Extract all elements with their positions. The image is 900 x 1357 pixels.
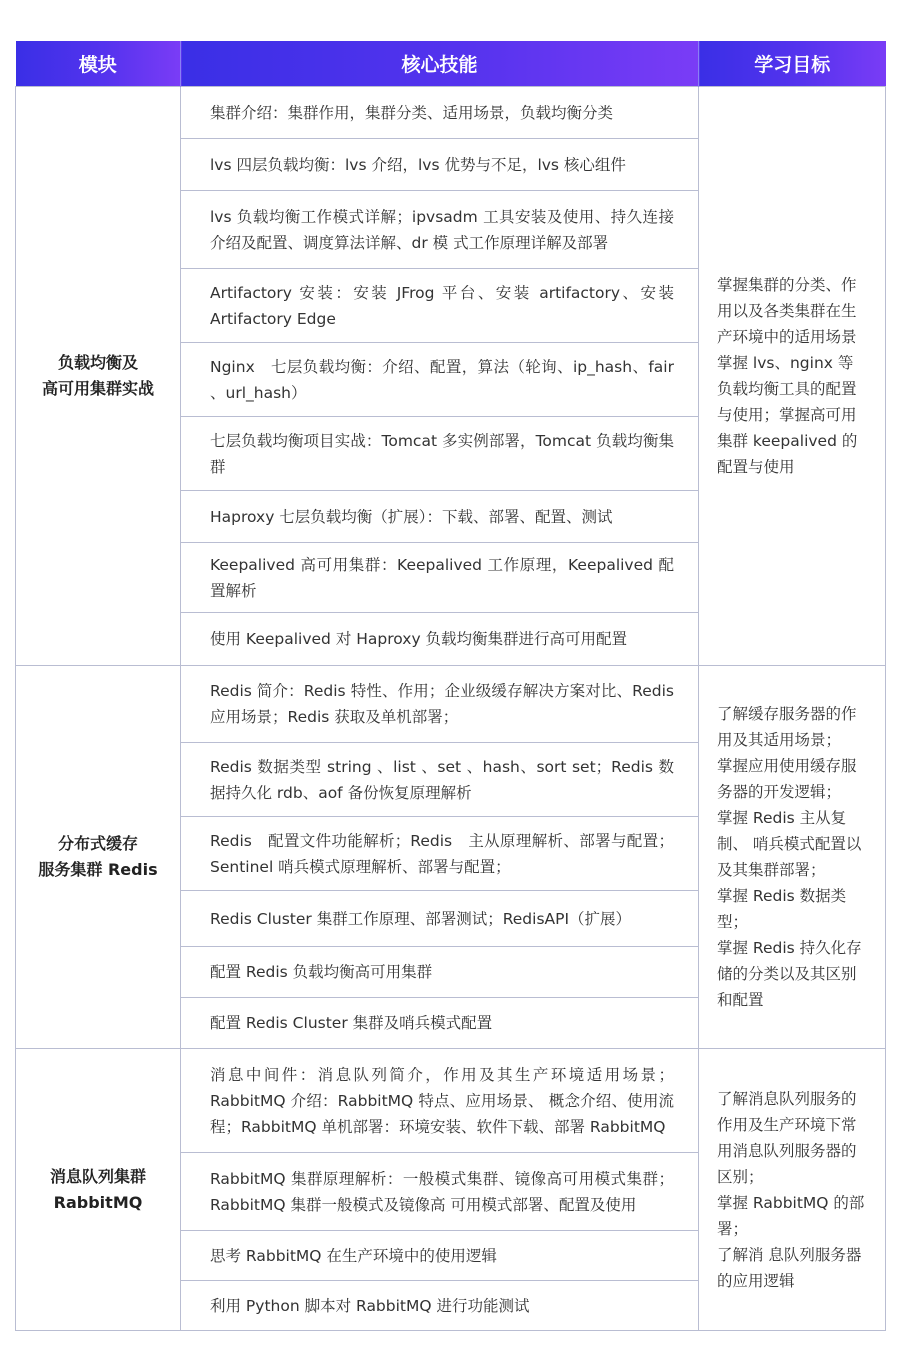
skill-cell: 集群介绍：集群作用，集群分类、适用场景，负载均衡分类 <box>181 87 699 139</box>
goal-text: 掌握 RabbitMQ 的部署； <box>717 1193 865 1238</box>
goal-text: 了解消 息队列服务器的应用逻辑 <box>717 1245 862 1290</box>
module-title-line: 服务集群 Redis <box>38 860 158 879</box>
skill-cell: RabbitMQ 集群原理解析：一般模式集群、镜像高可用模式集群；RabbitMQ 集群一般模式及镜像高 可用模式部署、配置及使用 <box>181 1153 699 1231</box>
header-module: 模块 <box>16 41 181 87</box>
goal-cell-redis <box>699 666 886 1049</box>
goal-text: 掌握应用使用缓存服务器的开发逻辑； <box>717 757 857 801</box>
skill-cell: 配置 Redis Cluster 集群及哨兵模式配置 <box>181 998 699 1049</box>
module-title-line: RabbitMQ <box>53 1192 143 1212</box>
curriculum-table-wrapper <box>15 41 885 1331</box>
table-row <box>16 666 886 743</box>
skill-cell: lvs 四层负载均衡：lvs 介绍，lvs 优势与不足，lvs 核心组件 <box>181 139 699 191</box>
goal-cell-load-balancing <box>699 87 886 666</box>
module-title-line: 高可用集群实战 <box>41 379 154 398</box>
module-title-line: 负载均衡及 <box>57 353 138 372</box>
skill-cell: 配置 Redis 负载均衡高可用集群 <box>181 947 699 998</box>
goal-cell-rabbitmq <box>699 1049 886 1331</box>
skill-cell: Haproxy 七层负载均衡（扩展）：下载、部署、配置、测试 <box>181 491 699 543</box>
skill-cell: 消息中间件：消息队列简介，作用及其生产环境适用场景；RabbitMQ 介绍：RabbitMQ 特点、应用场景、 概念介绍、使用流程；RabbitMQ 单机部署：环境安装、软件下载、部署 RabbitMQ <box>181 1049 699 1153</box>
skill-cell: Artifactory 安装：安装 JFrog 平台、安装 artifactory、安装 Artifactory Edge <box>181 269 699 343</box>
skill-cell: 使用 Keepalived 对 Haproxy 负载均衡集群进行高可用配置 <box>181 613 699 666</box>
header-skills: 核心技能 <box>181 41 699 87</box>
goal-text: 掌握集群的分类、作用以及各类集群在生产环境中的适用场景 <box>717 276 857 346</box>
goal-text: 掌握 Redis 持久化存储的分类以及其区别和配置 <box>717 939 862 1009</box>
skill-cell: 利用 Python 脚本对 RabbitMQ 进行功能测试 <box>181 1281 699 1331</box>
skill-cell: 思考 RabbitMQ 在生产环境中的使用逻辑 <box>181 1231 699 1281</box>
module-title-line: 分布式缓存 <box>57 834 138 853</box>
skill-cell: Redis Cluster 集群工作原理、部署测试；RedisAPI（扩展） <box>181 891 699 947</box>
skill-cell: Nginx 七层负载均衡：介绍、配置，算法（轮询、ip_hash、fair 、url_hash） <box>181 343 699 417</box>
skill-cell: Keepalived 高可用集群：Keepalived 工作原理，Keepalived 配置解析 <box>181 543 699 613</box>
skill-cell: lvs 负载均衡工作模式详解；ipvsadm 工具安装及使用、持久连接介绍及配置、调度算法详解、dr 模 式工作原理详解及部署 <box>181 191 699 269</box>
module-cell-redis <box>16 666 181 1049</box>
skill-cell: Redis 数据类型 string 、list 、set 、hash、sort set；Redis 数据持久化 rdb、aof 备份恢复原理解析 <box>181 743 699 817</box>
module-cell-rabbitmq <box>16 1049 181 1331</box>
table-header-row <box>16 41 886 87</box>
module-cell-load-balancing <box>16 87 181 666</box>
goal-text: 掌握 Redis 数据类型； <box>717 887 847 931</box>
table-row <box>16 87 886 139</box>
skill-cell: Redis 简介：Redis 特性、作用；企业级缓存解决方案对比、Redis 应用场景；Redis 获取及单机部署； <box>181 666 699 743</box>
goal-text: 掌握 lvs、nginx 等负载均衡工具的配置与使用；掌握高可用集群 keepalived 的配置与使用 <box>717 354 858 476</box>
goal-text: 掌握 Redis 主从复制、 哨兵模式配置以及其集群部署； <box>717 809 862 879</box>
skill-cell: Redis 配置文件功能解析；Redis 主从原理解析、部署与配置；Sentinel 哨兵模式原理解析、部署与配置； <box>181 817 699 891</box>
header-goals: 学习目标 <box>699 41 886 87</box>
curriculum-table <box>15 41 886 1331</box>
table-row <box>16 1049 886 1153</box>
goal-text: 了解缓存服务器的作用及其适用场景； <box>717 705 857 749</box>
skill-cell: 七层负载均衡项目实战：Tomcat 多实例部署，Tomcat 负载均衡集群 <box>181 417 699 491</box>
goal-text: 了解消息队列服务的作用及生产环境下常用消息队列服务器的区别； <box>717 1089 857 1186</box>
module-title-line: 消息队列集群 <box>49 1166 146 1186</box>
